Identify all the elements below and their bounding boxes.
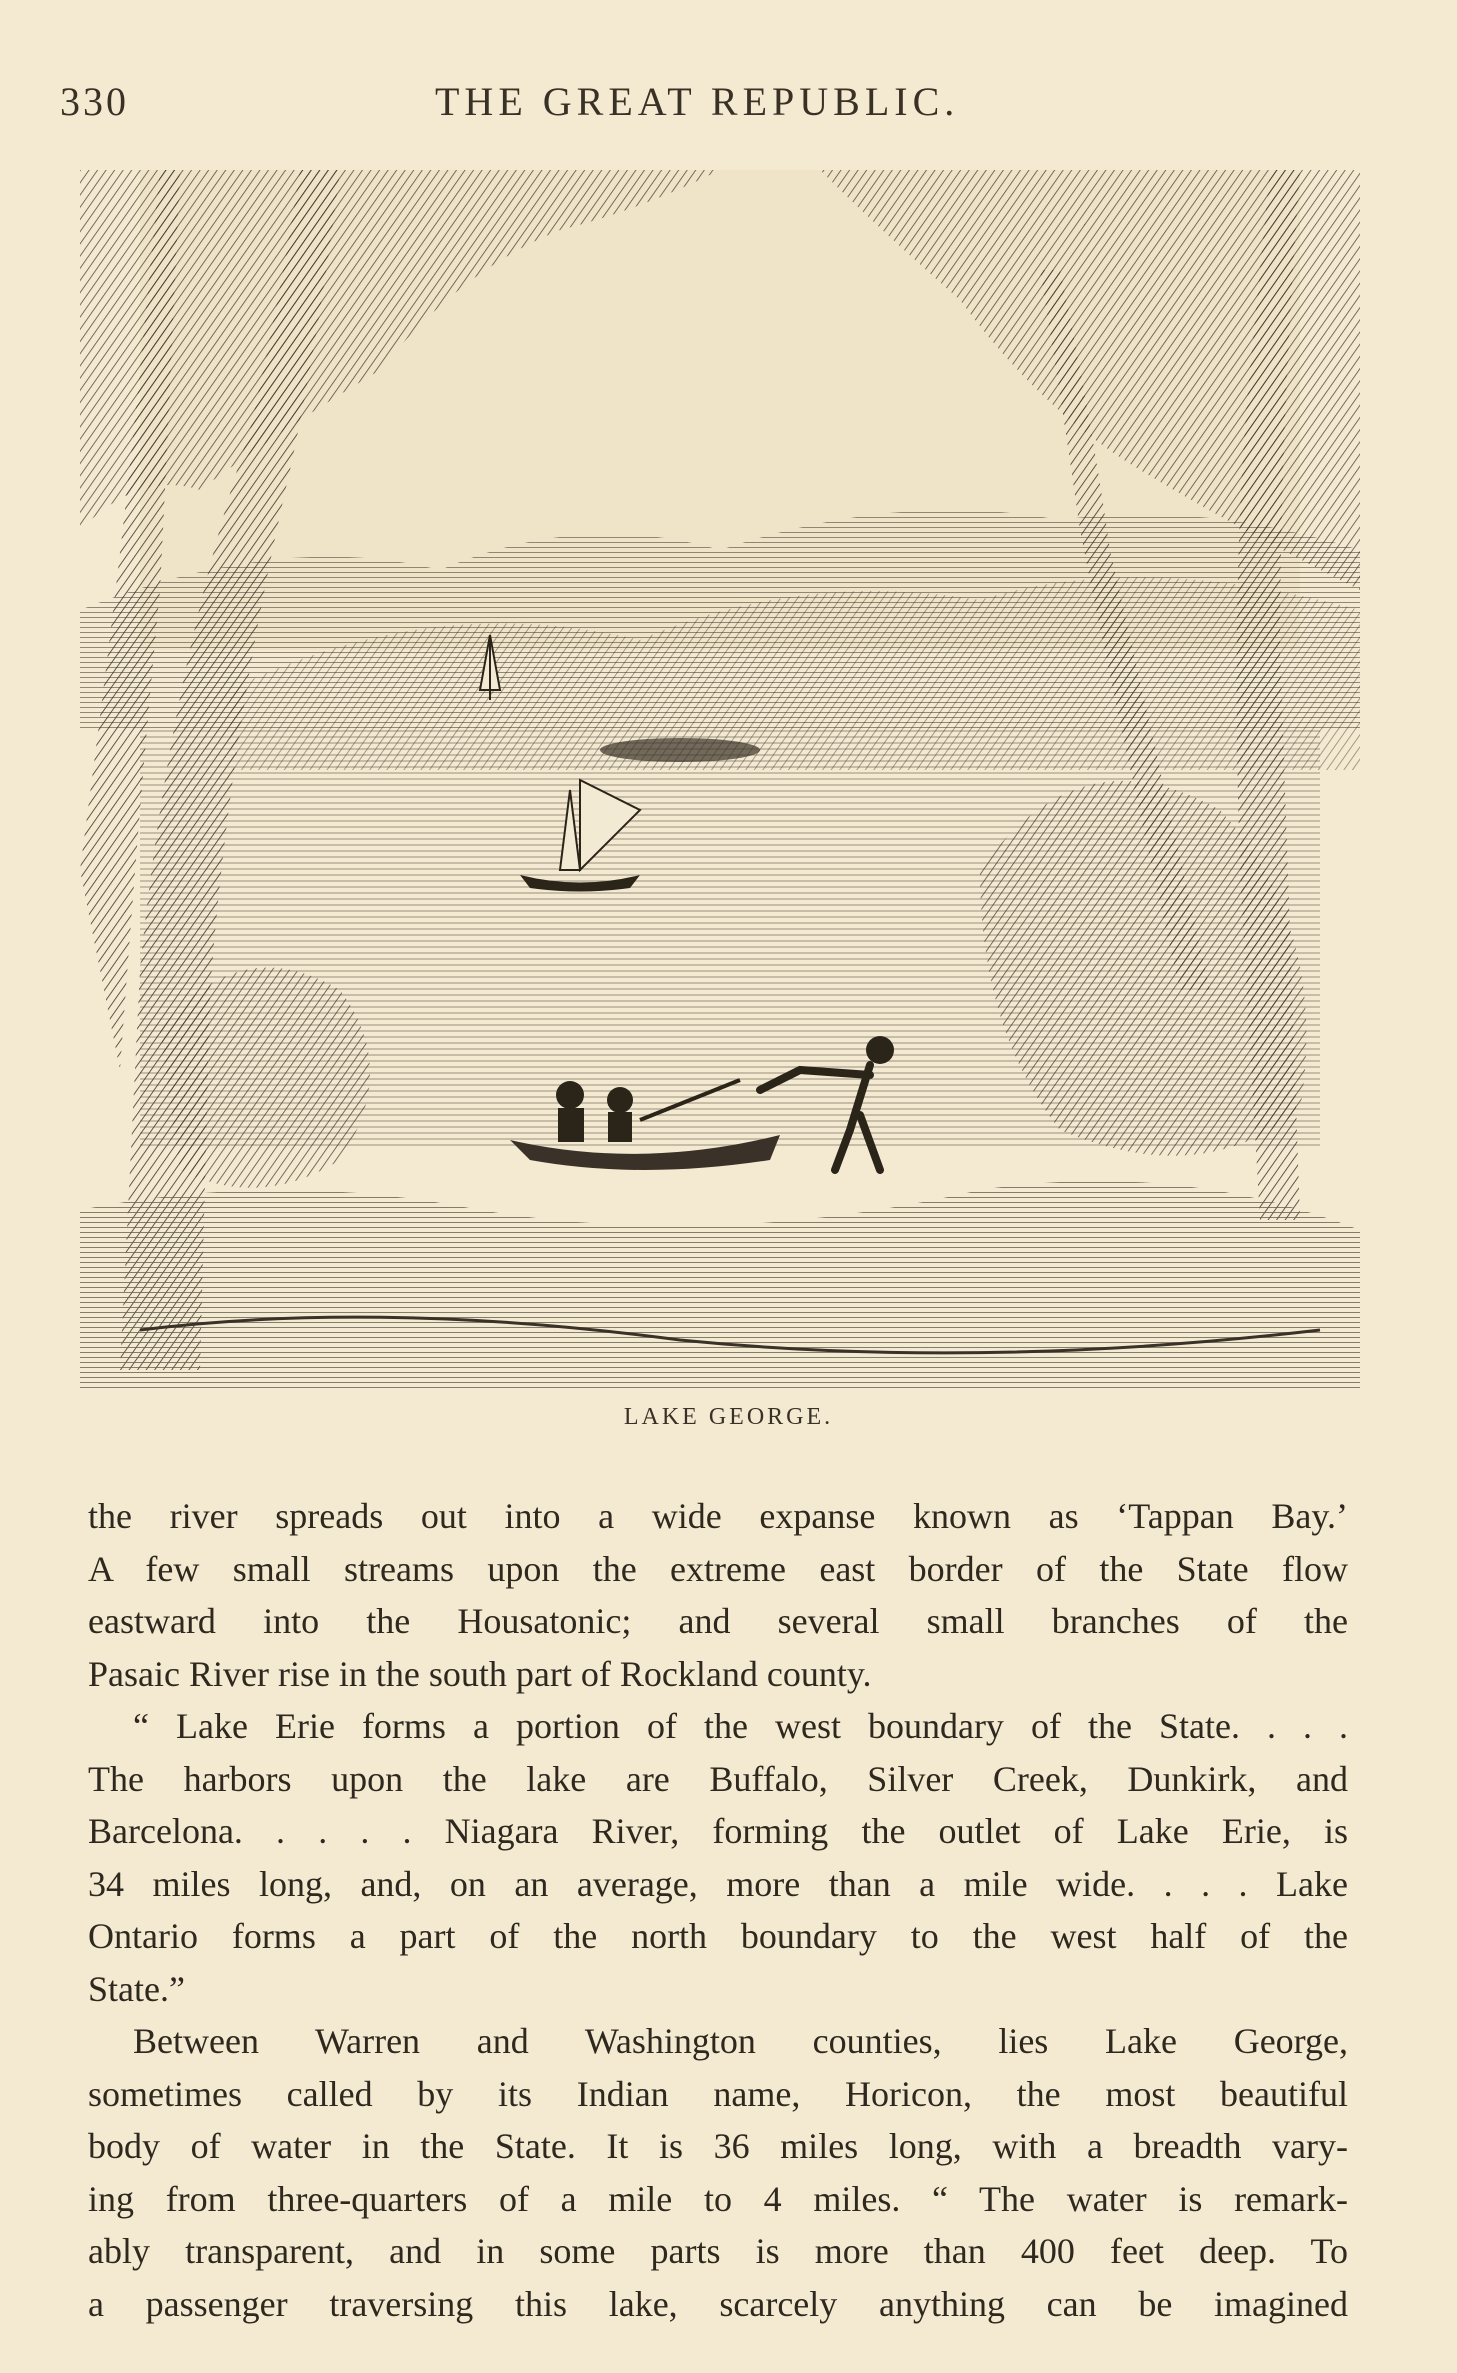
running-title: THE GREAT REPUBLIC. <box>435 79 960 124</box>
page-header <box>60 78 1400 138</box>
text-line: sometimes called by its Indian name, Horicon, the most beautiful <box>88 2073 1348 2114</box>
lake-george-engraving <box>80 170 1360 1390</box>
paragraph-2 <box>88 1700 1348 2015</box>
text-line: Between Warren and Washington counties, lies Lake George, <box>133 2021 1348 2061</box>
text-line: body of water in the State. It is 36 miles long, with a breadth vary- <box>88 2126 1348 2166</box>
text-line: State.” <box>88 1968 185 2009</box>
text-line: the river spreads out into a wide expanse known as ‘Tappan Bay.’ <box>88 1496 1348 1536</box>
text-line: ably transparent, and in some parts is more than 400 feet deep. To <box>88 2231 1348 2271</box>
paragraph-3 <box>88 2015 1348 2330</box>
text-line: 34 miles long, and, on an average, more than a mile wide. . . . Lake <box>88 1863 1348 1904</box>
text-line: “ Lake Erie forms a portion of the west boundary of the State. . . . <box>133 1706 1348 1746</box>
body-text <box>88 1490 1348 2330</box>
paragraph-1 <box>88 1490 1348 1700</box>
text-line: eastward into the Housatonic; and several small branches of the <box>88 1601 1348 1641</box>
illustration-caption: LAKE GEORGE. <box>623 1404 834 1430</box>
text-line: Pasaic River rise in the south part of Rockland county. <box>88 1653 872 1694</box>
page-number: 330 <box>60 79 129 124</box>
text-line: Ontario forms a part of the north boundary to the west half of the <box>88 1916 1348 1956</box>
text-line: a passenger traversing this lake, scarcely anything can be imagined <box>88 2283 1348 2324</box>
text-line: A few small streams upon the extreme east border of the State flow <box>88 1548 1348 1589</box>
text-line: ing from three-quarters of a mile to 4 miles. “ The water is remark- <box>88 2178 1348 2219</box>
text-line: The harbors upon the lake are Buffalo, Silver Creek, Dunkirk, and <box>88 1758 1348 1799</box>
text-line: Barcelona. . . . . Niagara River, forming the outlet of Lake Erie, is <box>88 1811 1348 1851</box>
